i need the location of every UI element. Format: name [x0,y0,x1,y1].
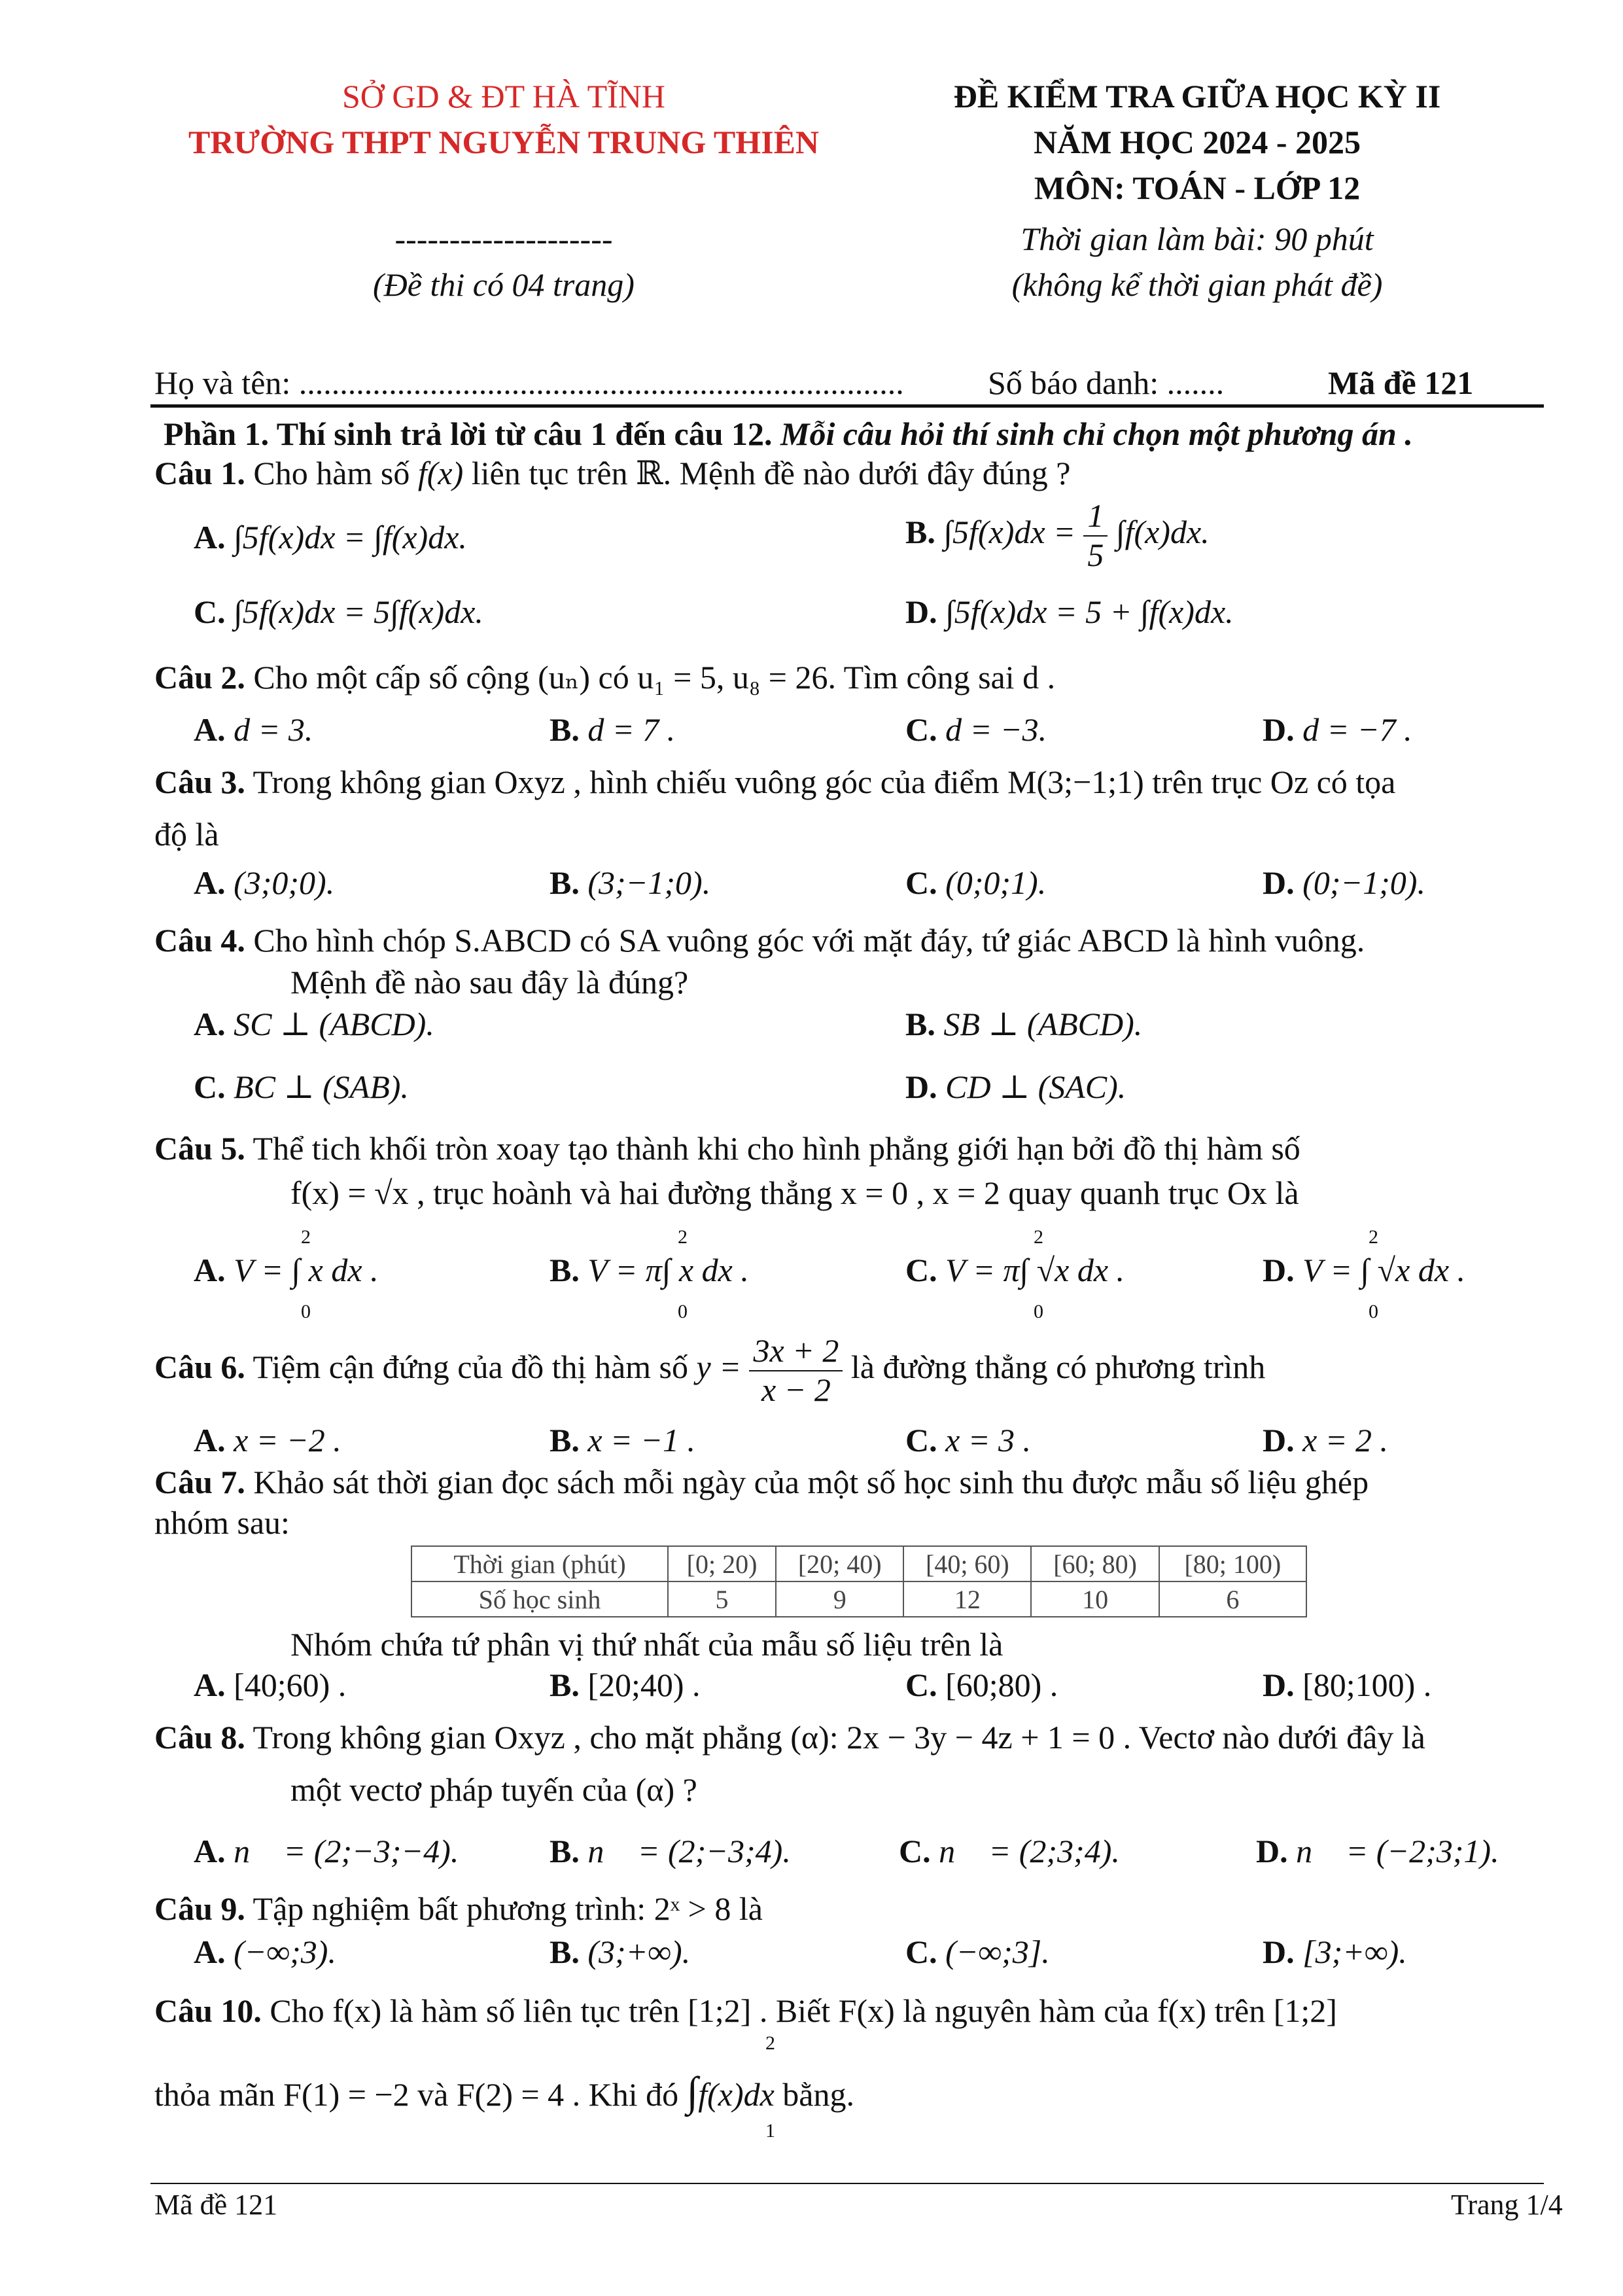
q4-option-d[interactable]: D. CD ⊥ (SAC). [905,1069,1126,1105]
q8-option-a[interactable]: A. n⃗ = (2;−3;−4). [194,1833,459,1869]
subject: MÔN: TOÁN - LỚP 12 [1034,169,1361,206]
q9-option-b[interactable]: B. (3;+∞). [550,1934,691,1970]
reading-time-table [411,1545,1307,1617]
q3-option-c[interactable]: C. (0;0;1). [905,864,1047,901]
q10-stem: Câu 10. Cho f(x) là hàm số liên tục trên [1;2] . Biết F(x) là nguyên hàm của f(x) trên [1;2] [154,1992,1337,2029]
q1-option-d-text: ∫5f(x)dx = 5 + ∫f(x)dx. [945,593,1234,630]
q5-a-upper-limit: 2 [301,1226,311,1248]
q1-option-b-right: ∫f(x)dx. [1115,513,1210,550]
q5-c-upper-limit: 2 [1034,1226,1043,1248]
q7-option-d[interactable]: D. [80;100) . [1263,1667,1432,1703]
q1-option-b-fraction: $\frac{1}{5}$ [1083,497,1108,574]
q6-y: y = [696,1348,741,1385]
q4-option-a[interactable]: A. SC ⊥ (ABCD). [194,1006,434,1042]
q4-stem: Câu 4. Cho hình chóp S.ABCD có SA vuông góc với mặt đáy, tứ giác ABCD là hình vuông. [154,922,1365,959]
q6-option-c[interactable]: C. x = 3 . [905,1422,1032,1458]
part1-title [164,415,1413,453]
q3-stem-continued: độ là [154,816,219,853]
q1-option-a[interactable]: A. ∫5f(x)dx = ∫f(x)dx. [194,519,467,556]
department-name: SỞ GD & ĐT HÀ TĨNH [342,78,665,115]
q7-option-a[interactable]: A. [40;60) . [194,1667,347,1703]
q1-option-a-text: ∫5f(x)dx = ∫f(x)dx. [234,519,467,556]
time-limit: Thời gian làm bài: 90 phút [1021,221,1374,257]
q1-option-b[interactable]: B. ∫5f(x)dx = $\frac{1}{5}$ ∫f(x)dx. [905,497,1210,573]
q9-option-d[interactable]: D. [3;+∞). [1263,1934,1407,1970]
part1-title-bold: Phần 1. Thí sinh trả lời từ câu 1 đến câu 12. [164,415,773,452]
q5-a-lower-limit: 0 [301,1301,311,1322]
q6-stem: Câu 6. Tiệm cận đứng của đồ thị hàm số y = $\frac{3x + 2}{x - 2}$ là đường thẳng có phương trình [154,1332,1266,1408]
q8-option-d[interactable]: D. n⃗ = (−2;3;1). [1256,1833,1499,1869]
q10-integrand: f(x)dx [698,2076,775,2113]
header-rule [150,404,1544,408]
q9-stem: Câu 9. Tập nghiệm bất phương trình: 2ˣ > 8 là [154,1890,763,1927]
q8-option-b[interactable]: B. n⃗ = (2;−3;4). [550,1833,791,1869]
q9-option-a[interactable]: A. (−∞;3). [194,1934,336,1970]
exam-code: Mã đề 121 [1328,364,1474,401]
q6-fraction: $\frac{3x + 2}{x - 2}$ [749,1332,843,1409]
q8-stem: Câu 8. Trong không gian Oxyz , cho mặt phẳng (α): 2x − 3y − 4z + 1 = 0 . Vectơ nào dưới đây là [154,1719,1425,1756]
q7-stem-continued: nhóm sau: [154,1504,290,1541]
q2-stem: Câu 2. Cho một cấp số cộng (uₙ) có u₁ = 5, u₈ = 26. Tìm công sai d . [154,659,1056,696]
q8-stem-continued: một vectơ pháp tuyến của (α) ? [290,1771,697,1808]
q2-option-b[interactable]: B. d = 7 . [550,711,676,748]
q5-c-lower-limit: 0 [1034,1301,1043,1322]
q6-option-a[interactable]: A. x = −2 . [194,1422,341,1458]
q2-option-d[interactable]: D. d = −7 . [1263,711,1412,748]
time-note: (không kể thời gian phát đề) [1011,266,1383,303]
q4-option-c[interactable]: C. BC ⊥ (SAB). [194,1069,409,1105]
q1-stem-b: liên tục trên ℝ. Mệnh đề nào dưới đây đúng ? [471,455,1071,491]
q4-option-b[interactable]: B. SB ⊥ (ABCD). [905,1006,1143,1042]
q5-b-lower-limit: 0 [678,1301,688,1322]
footer-exam-code: Mã đề 121 [154,2189,278,2221]
q5-b-upper-limit: 2 [678,1226,688,1248]
q7-stem-question: Nhóm chứa tứ phân vị thứ nhất của mẫu số liệu trên là [290,1626,1003,1663]
table-row: Thời gian (phút) [0; 20) [20; 40) [40; 60) [60; 80) [80; 100) [411,1546,1306,1581]
q8-option-c[interactable]: C. n⃗ = (2;3;4). [899,1833,1120,1869]
table-row: Số học sinh 5 9 12 10 6 [411,1581,1306,1617]
q5-stem: Câu 5. Thể tich khối tròn xoay tạo thành khi cho hình phẳng giới hạn bởi đồ thị hàm số [154,1130,1300,1167]
q2-option-c[interactable]: C. d = −3. [905,711,1047,748]
q1-option-d[interactable]: D. ∫5f(x)dx = 5 + ∫f(x)dx. [905,593,1234,630]
part1-title-italic: Mỗi câu hỏi thí sinh chỉ chọn một phương án . [772,415,1413,452]
q7-stem: Câu 7. Khảo sát thời gian đọc sách mỗi ngày của một số học sinh thu được mẫu số liệu ghép [154,1464,1369,1500]
q5-option-c[interactable]: C. V = π∫ √x dx . [905,1252,1125,1288]
q1-stem-a: Cho hàm số [253,455,410,491]
q3-stem: Câu 3. Trong không gian Oxyz , hình chiếu vuông góc của điểm M(3;−1;1) trên trục Oz có tọa [154,764,1396,800]
q5-option-d[interactable]: D. V = ∫ √x dx . [1263,1252,1466,1288]
q1-label: Câu 1. [154,455,245,491]
q10-lower-limit: 1 [765,2120,775,2142]
footer-rule [150,2183,1544,2184]
q1-option-c[interactable]: C. ∫5f(x)dx = 5∫f(x)dx. [194,593,483,630]
q6-option-b[interactable]: B. x = −1 . [550,1422,696,1458]
q3-option-a[interactable]: A. (3;0;0). [194,864,335,901]
q10-stem-continued: thỏa mãn F(1) = −2 và F(2) = 4 . Khi đó ∫f(x)dx bằng. [154,2068,854,2115]
name-field-label: Họ và tên: .......................................................................... [154,364,904,401]
exam-title: ĐỀ KIỂM TRA GIỮA HỌC KỲ II [953,78,1441,115]
q5-d-lower-limit: 0 [1369,1301,1378,1322]
footer-page-number: Trang 1/4 [1451,2189,1563,2221]
header-divider: -------------------- [394,221,613,257]
school-year: NĂM HỌC 2024 - 2025 [1034,124,1361,160]
school-name: TRƯỜNG THPT NGUYỄN TRUNG THIÊN [188,124,820,160]
q9-option-c[interactable]: C. (−∞;3]. [905,1934,1050,1970]
q1-option-b-left: ∫5f(x)dx = [943,513,1075,550]
q3-option-b[interactable]: B. (3;−1;0). [550,864,711,901]
q2-option-a[interactable]: A. d = 3. [194,711,313,748]
q6-option-d[interactable]: D. x = 2 . [1263,1422,1389,1458]
integral-icon: ∫ [686,2068,699,2115]
q5-option-b[interactable]: B. V = π∫ x dx . [550,1252,749,1288]
q1-stem [154,454,1070,492]
q7-option-b[interactable]: B. [20;40) . [550,1667,701,1703]
q5-d-upper-limit: 2 [1369,1226,1378,1248]
page-count-note: (Đề thi có 04 trang) [373,266,635,303]
q7-option-c[interactable]: C. [60;80) . [905,1667,1058,1703]
q5-option-a[interactable]: A. V = ∫ x dx . [194,1252,379,1288]
q3-option-d[interactable]: D. (0;−1;0). [1263,864,1425,901]
candidate-number-label: Số báo danh: ....... [988,364,1225,401]
q4-stem-continued: Mệnh đề nào sau đây là đúng? [290,964,689,1000]
q10-upper-limit: 2 [765,2032,775,2054]
q1-fx: f(x) [417,455,464,491]
q1-option-c-text: ∫5f(x)dx = 5∫f(x)dx. [234,593,483,630]
q5-stem-continued: f(x) = √x , trục hoành và hai đường thẳng x = 0 , x = 2 quay quanh trục Ox là [290,1174,1299,1211]
